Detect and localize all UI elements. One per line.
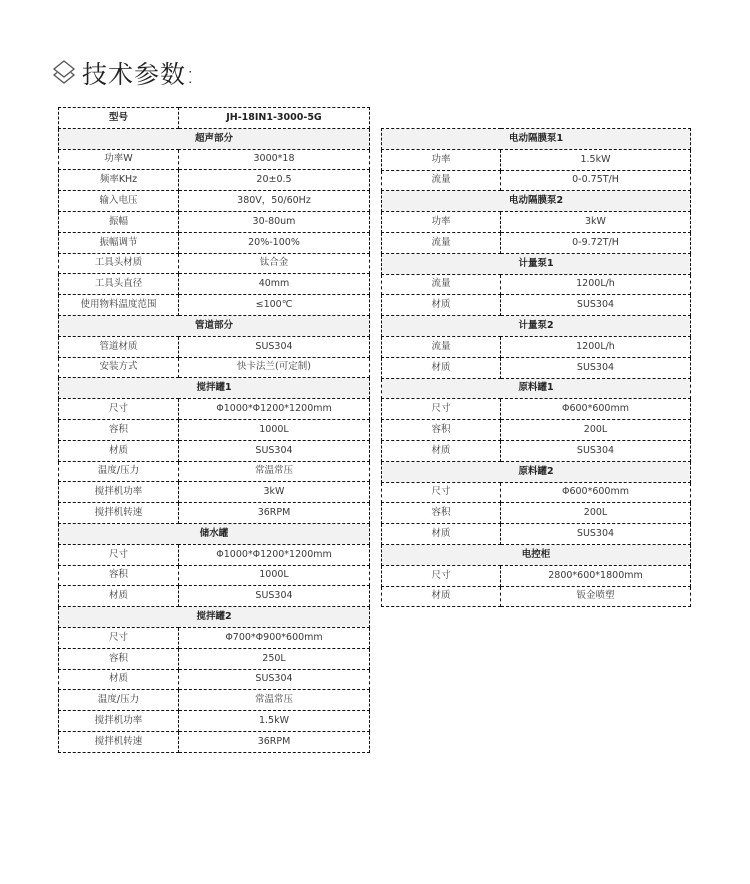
table-row [59, 170, 370, 191]
param-label: 振幅 [59, 211, 179, 232]
table-row [59, 648, 370, 669]
param-value: 1000L [179, 565, 370, 586]
section-header-row [59, 128, 370, 149]
section-heading [52, 56, 195, 90]
param-value: SUS304 [501, 295, 691, 316]
table-row [382, 524, 691, 545]
table-row [59, 399, 370, 420]
param-value: Φ1000*Φ1200*1200mm [179, 399, 370, 420]
table-row [59, 731, 370, 752]
param-value: 200L [501, 503, 691, 524]
param-label: 振幅调节 [59, 232, 179, 253]
param-label: 尺寸 [59, 627, 179, 648]
param-label: 尺寸 [59, 399, 179, 420]
section-title: 计量泵2 [382, 316, 691, 337]
param-value: SUS304 [501, 440, 691, 461]
param-label: 尺寸 [382, 482, 501, 503]
table-row [59, 503, 370, 524]
param-label: 搅拌机转速 [59, 503, 179, 524]
param-value: Φ600*600mm [501, 482, 691, 503]
table-row [59, 149, 370, 170]
table-row [382, 586, 691, 607]
param-label: 材质 [382, 357, 501, 378]
param-value: Φ1000*Φ1200*1200mm [179, 544, 370, 565]
param-value: 快卡法兰(可定制) [179, 357, 370, 378]
table-row [382, 565, 691, 586]
param-label: 容积 [59, 565, 179, 586]
param-label: 功率 [382, 212, 501, 233]
table-row [382, 170, 691, 191]
section-header-row [59, 607, 370, 628]
param-label: 尺寸 [59, 544, 179, 565]
param-label: 使用物料温度范围 [59, 295, 179, 316]
param-label: 材质 [382, 524, 501, 545]
section-title: 电控柜 [382, 544, 691, 565]
spec-table-left [58, 107, 370, 753]
table-row [59, 191, 370, 212]
param-value: SUS304 [179, 586, 370, 607]
param-label: 工具头材质 [59, 253, 179, 274]
param-label: 频率KHz [59, 170, 179, 191]
table-row [59, 482, 370, 503]
param-label: 材质 [59, 440, 179, 461]
table-row [59, 336, 370, 357]
param-value: 3000*18 [179, 149, 370, 170]
param-label: 输入电压 [59, 191, 179, 212]
section-header-row [382, 191, 691, 212]
param-value: 钛合金 [179, 253, 370, 274]
param-label: 搅拌机转速 [59, 731, 179, 752]
table-row [59, 586, 370, 607]
param-label: 尺寸 [382, 565, 501, 586]
param-label: 材质 [382, 586, 501, 607]
table-row [59, 565, 370, 586]
param-label: 温度/压力 [59, 461, 179, 482]
table-row [59, 690, 370, 711]
model-label: 型号 [59, 108, 179, 129]
param-label: 材质 [382, 440, 501, 461]
param-label: 容积 [59, 648, 179, 669]
section-header-row [382, 129, 691, 150]
param-value: 1000L [179, 419, 370, 440]
table-row [59, 461, 370, 482]
param-value: Φ700*Φ900*600mm [179, 627, 370, 648]
table-row [59, 253, 370, 274]
param-value: 200L [501, 420, 691, 441]
table-row [382, 420, 691, 441]
section-title: 管道部分 [59, 315, 370, 336]
section-title: 电动隔膜泵2 [382, 191, 691, 212]
page-title: 技术参数: [82, 60, 196, 89]
param-value: SUS304 [179, 336, 370, 357]
param-label: 流量 [382, 170, 501, 191]
table-row [382, 295, 691, 316]
param-value: 20%-100% [179, 232, 370, 253]
param-value: SUS304 [501, 357, 691, 378]
param-value: 1200L/h [501, 336, 691, 357]
table-row [382, 274, 691, 295]
table-row [59, 419, 370, 440]
table-row [59, 627, 370, 648]
param-value: 3kW [501, 212, 691, 233]
param-value: ≤100℃ [179, 295, 370, 316]
table-row [382, 440, 691, 461]
param-label: 流量 [382, 336, 501, 357]
param-label: 尺寸 [382, 399, 501, 420]
param-label: 工具头直径 [59, 274, 179, 295]
section-header-row [59, 315, 370, 336]
table-row [59, 357, 370, 378]
section-title: 电动隔膜泵1 [382, 129, 691, 150]
param-value: 1200L/h [501, 274, 691, 295]
param-value: 40mm [179, 274, 370, 295]
param-label: 材质 [382, 295, 501, 316]
param-value: SUS304 [179, 669, 370, 690]
param-value: Φ600*600mm [501, 399, 691, 420]
param-value: 3kW [179, 482, 370, 503]
param-value: 20±0.5 [179, 170, 370, 191]
param-label: 管道材质 [59, 336, 179, 357]
param-value: 钣金喷塑 [501, 586, 691, 607]
param-label: 搅拌机功率 [59, 482, 179, 503]
table-row [59, 711, 370, 732]
section-title: 原料罐1 [382, 378, 691, 399]
section-title: 计量泵1 [382, 253, 691, 274]
section-title: 原料罐2 [382, 461, 691, 482]
param-label: 容积 [382, 420, 501, 441]
section-header-row [59, 523, 370, 544]
table-row [382, 399, 691, 420]
param-label: 流量 [382, 232, 501, 253]
param-label: 材质 [59, 586, 179, 607]
table-row [59, 669, 370, 690]
param-label: 温度/压力 [59, 690, 179, 711]
table-row [382, 212, 691, 233]
param-value: SUS304 [501, 524, 691, 545]
section-header-row [382, 253, 691, 274]
param-label: 功率W [59, 149, 179, 170]
param-label: 功率 [382, 149, 501, 170]
param-value: 36RPM [179, 731, 370, 752]
table-row [382, 336, 691, 357]
section-header-row [382, 378, 691, 399]
param-label: 容积 [382, 503, 501, 524]
table-row [382, 232, 691, 253]
table-row [59, 211, 370, 232]
param-value: 0-9.72T/H [501, 232, 691, 253]
section-header-row [382, 544, 691, 565]
section-header-row [382, 461, 691, 482]
table-row [59, 544, 370, 565]
param-value: 0-0.75T/H [501, 170, 691, 191]
section-header-row [59, 378, 370, 399]
param-label: 搅拌机功率 [59, 711, 179, 732]
table-row [382, 503, 691, 524]
section-header-row [382, 316, 691, 337]
spec-table-right [381, 128, 691, 607]
param-label: 材质 [59, 669, 179, 690]
table-row [59, 440, 370, 461]
table-row [382, 149, 691, 170]
table-row [382, 482, 691, 503]
section-title: 超声部分 [59, 128, 370, 149]
section-title: 搅拌罐2 [59, 607, 370, 628]
param-label: 安装方式 [59, 357, 179, 378]
layers-diamond-icon [52, 58, 76, 88]
model-value: JH-18IN1-3000-5G [179, 108, 370, 129]
section-title: 储水罐 [59, 523, 370, 544]
table-row [59, 232, 370, 253]
param-value: 常温常压 [179, 461, 370, 482]
param-label: 容积 [59, 419, 179, 440]
section-title: 搅拌罐1 [59, 378, 370, 399]
param-value: 1.5kW [501, 149, 691, 170]
table-row [59, 295, 370, 316]
param-value: 30-80um [179, 211, 370, 232]
param-value: 常温常压 [179, 690, 370, 711]
table-row [382, 357, 691, 378]
param-label: 流量 [382, 274, 501, 295]
param-value: 36RPM [179, 503, 370, 524]
param-value: 1.5kW [179, 711, 370, 732]
table-row [59, 274, 370, 295]
param-value: 250L [179, 648, 370, 669]
model-row [59, 108, 370, 129]
param-value: SUS304 [179, 440, 370, 461]
param-value: 2800*600*1800mm [501, 565, 691, 586]
param-value: 380V，50/60Hz [179, 191, 370, 212]
